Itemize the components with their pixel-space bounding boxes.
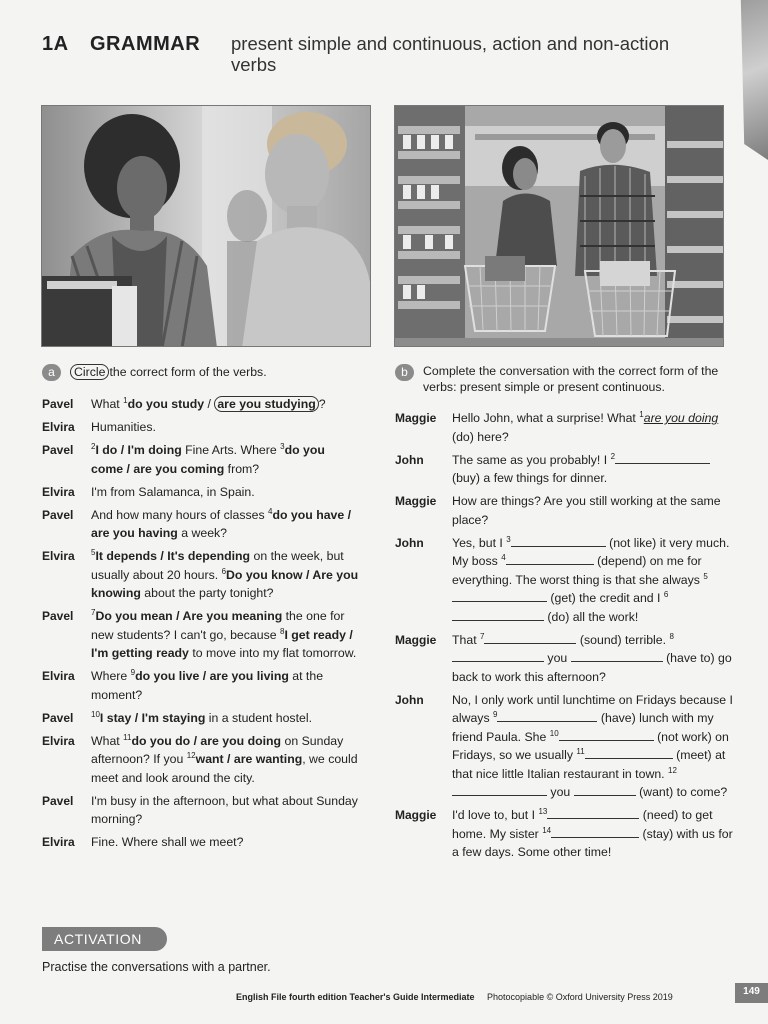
item-number: 8	[669, 631, 674, 641]
circled-answer: are you studying	[214, 396, 318, 412]
speaker-name: Pavel	[42, 793, 74, 808]
text-run: (have to) go back to work this afternoon?	[452, 651, 732, 684]
answer-blank	[615, 451, 710, 464]
speaker-name: Elvira	[42, 420, 75, 434]
exercise-a-heading	[42, 364, 360, 384]
answer-blank	[452, 589, 547, 602]
page-corner-tab	[734, 0, 768, 160]
speaker-name: Maggie	[395, 411, 437, 425]
instruction-text: Complete the conversation with the correct form of the verbs: present simple or present continuous.	[423, 364, 719, 394]
dialogue-line	[42, 792, 360, 829]
photo-supermarket	[394, 105, 724, 347]
dialogue-line	[395, 451, 735, 488]
text-run: on Sunday afternoon? If you	[91, 733, 344, 766]
text-run: (do) all the work!	[544, 609, 639, 624]
verb-choice: Do you mean / Are you meaning	[95, 609, 283, 623]
dialogue-line	[395, 492, 735, 529]
speech-text	[91, 418, 360, 437]
text-run: on the week, but usually about 20 hours.	[91, 549, 344, 582]
dialogue-line	[42, 607, 360, 663]
dialogue-line	[42, 441, 360, 478]
page-number: 149	[735, 983, 768, 1003]
answer-blank	[497, 709, 597, 722]
speech-text	[452, 492, 735, 529]
text-run: Fine. Where shall we meet?	[91, 835, 244, 849]
text-run: the one for new students? I can't go, because	[91, 609, 345, 642]
speaker-name: Maggie	[395, 494, 437, 508]
text-run: How are things? Are you still working at the same place?	[452, 494, 721, 527]
footer	[236, 992, 673, 1002]
speaker-name: Elvira	[42, 733, 75, 748]
speaker-name: John	[395, 692, 424, 707]
dialogue-b	[395, 409, 735, 862]
text-run: (stay) with us for a few days. Some other time!	[452, 826, 733, 859]
text-run: (buy) a few things for dinner.	[452, 471, 608, 485]
item-number: 2	[610, 451, 616, 461]
item-number: 1	[639, 410, 644, 419]
speaker-name: Maggie	[395, 632, 437, 647]
speech-text	[91, 395, 360, 414]
footer-copyright: Photocopiable © Oxford University Press 2019	[487, 992, 673, 1002]
text-run: (meet) at that nice little Italian restaurant in town.	[452, 748, 726, 781]
verb-choice: do you study	[127, 397, 205, 411]
item-number: 3	[280, 442, 285, 451]
unit-subtitle: present simple and continuous, action and non-action verbs	[231, 33, 670, 75]
verb-choice: I stay / I'm staying	[99, 710, 206, 725]
speaker-name: Pavel	[42, 609, 74, 623]
exercise-b-heading	[395, 364, 735, 395]
dialogue-line	[395, 409, 735, 446]
text-run: And how many hours of classes	[91, 507, 269, 522]
text-run: The same as you probably! I	[452, 452, 611, 467]
speech-text	[452, 534, 735, 627]
speaker-name: Pavel	[42, 397, 74, 411]
speech-text	[91, 506, 360, 543]
text-run: at the moment?	[91, 669, 324, 702]
text-run: in a student hostel.	[205, 710, 312, 725]
item-number: 8	[279, 626, 285, 636]
speech-text	[91, 483, 360, 502]
answer-blank	[452, 649, 544, 662]
item-number: 6	[221, 566, 227, 576]
dialogue-line	[395, 631, 735, 687]
speech-text	[91, 607, 360, 663]
text-run: No, I only work until lunchtime on Fridays because I always	[452, 692, 733, 725]
text-run: /	[204, 397, 215, 411]
dialogue-line	[42, 547, 360, 603]
item-number: 9	[493, 710, 498, 719]
text-run: you	[544, 651, 571, 665]
dialogue-a	[42, 395, 360, 852]
answer-blank	[484, 631, 576, 644]
dialogue-line	[42, 506, 360, 543]
answer-blank	[571, 649, 663, 662]
speech-text	[91, 792, 360, 829]
text-run: That	[452, 632, 481, 647]
item-number: 10	[91, 709, 100, 719]
item-number: 13	[538, 807, 548, 816]
answer-blank	[551, 825, 639, 838]
text-run: (want) to come?	[635, 785, 728, 799]
answer-blank	[452, 608, 544, 621]
verb-choice: do you live / are you living	[135, 669, 289, 683]
speaker-name: Elvira	[42, 549, 75, 563]
item-number: 7	[480, 631, 485, 641]
speech-text	[452, 691, 735, 802]
answer-blank	[574, 783, 636, 796]
speech-text	[452, 451, 735, 488]
text-run: Humanities.	[91, 420, 156, 434]
text-run: (need) to get home. My sister	[452, 808, 713, 841]
speaker-name: Elvira	[42, 484, 75, 499]
activation-label: ACTIVATION	[42, 927, 167, 951]
text-run: (have) lunch with my friend Paula. She	[452, 711, 714, 744]
dialogue-line	[42, 667, 360, 704]
example-answer: are you doing	[643, 411, 719, 425]
instruction-text: the correct form of the verbs.	[109, 365, 267, 379]
item-number: 6	[663, 590, 669, 599]
verb-choice: want / are wanting	[195, 752, 303, 766]
activation-text: Practise the conversations with a partner.	[42, 960, 271, 974]
exercise-letter-b: b	[395, 364, 414, 381]
answer-blank	[559, 728, 654, 741]
verb-choice: I get ready / I'm getting ready	[91, 627, 353, 660]
text-run: a week?	[177, 526, 228, 540]
exercise-letter-a: a	[42, 364, 61, 381]
dialogue-line	[42, 483, 360, 502]
dialogue-line	[395, 691, 735, 802]
dialogue-line	[42, 418, 360, 437]
dialogue-line	[395, 806, 735, 862]
speech-text	[91, 709, 360, 728]
speech-text	[91, 667, 360, 704]
answer-blank	[452, 783, 547, 796]
text-run: Where	[91, 669, 131, 683]
item-number: 5	[91, 548, 96, 557]
footer-book-title: English File fourth edition Teacher's Guide Intermediate	[236, 992, 475, 1002]
text-run: What	[91, 397, 124, 411]
speaker-name: Pavel	[42, 710, 74, 725]
exercise-b	[395, 364, 735, 866]
text-run: (do) here?	[452, 429, 509, 444]
speaker-name: John	[395, 452, 424, 467]
text-run: (not like) it very much. My boss	[452, 535, 730, 568]
text-run: (get) the credit and I	[547, 591, 664, 605]
item-number: 4	[268, 506, 273, 516]
speech-text	[91, 441, 360, 478]
speaker-name: Elvira	[42, 669, 75, 683]
speaker-name: Elvira	[42, 835, 75, 849]
item-number: 12	[186, 751, 196, 760]
verb-choice: It depends / It's depending	[95, 549, 251, 563]
text-run: Fine Arts. Where	[181, 443, 281, 457]
speaker-name: Pavel	[42, 507, 74, 522]
text-run: I'm busy in the afternoon, but what about Sunday morning?	[91, 793, 358, 826]
speaker-name: Maggie	[395, 808, 437, 822]
item-number: 12	[668, 765, 677, 775]
text-run: I'm from Salamanca, in Spain.	[91, 484, 255, 499]
unit-title: GRAMMAR	[90, 33, 201, 55]
dialogue-line	[42, 709, 360, 728]
text-run: What	[91, 733, 124, 748]
unit-code: 1A	[42, 33, 69, 55]
speaker-name: Pavel	[42, 443, 74, 457]
item-number: 4	[501, 553, 506, 562]
verb-choice: I do / I'm doing	[95, 443, 182, 457]
item-number: 5	[703, 571, 708, 581]
speech-text	[91, 833, 360, 852]
text-run: Hello John, what a surprise! What	[452, 411, 640, 425]
verb-choice: Do you know / Are you knowing	[91, 567, 359, 600]
text-run: (depend) on me for everything. The worst thing is that she always	[452, 554, 704, 587]
speech-text	[452, 631, 735, 687]
item-number: 3	[506, 534, 511, 544]
dialogue-line	[42, 395, 360, 414]
verb-choice: do you have / are you having	[91, 507, 352, 540]
text-run: , we could meet and look around the city.	[91, 752, 358, 785]
text-run: from?	[224, 461, 260, 476]
instruction-circle-word: Circle	[70, 364, 109, 380]
item-number: 14	[542, 825, 552, 835]
dialogue-line	[42, 833, 360, 852]
speech-text	[452, 806, 735, 862]
answer-blank	[547, 806, 639, 819]
item-number: 7	[91, 608, 96, 617]
verb-choice: do you do / are you doing	[131, 733, 282, 748]
text-run: (sound) terrible.	[576, 632, 670, 647]
text-run: to move into my flat tomorrow.	[188, 646, 357, 660]
speech-text	[91, 547, 360, 603]
answer-blank	[511, 534, 606, 547]
speech-text	[452, 409, 735, 446]
dialogue-line	[395, 534, 735, 627]
answer-blank	[585, 746, 673, 759]
exercise-a	[42, 364, 360, 856]
item-number: 11	[576, 747, 585, 756]
item-number: 2	[91, 442, 96, 451]
item-number: 11	[123, 732, 132, 742]
speaker-name: John	[395, 535, 424, 550]
verb-choice: do you come / are you coming	[91, 443, 325, 476]
text-run: about the party tonight?	[140, 586, 274, 600]
dialogue-line	[42, 732, 360, 788]
item-number: 9	[130, 668, 136, 677]
text-run: Yes, but I	[452, 535, 507, 550]
text-run: (not work) on Fridays, so we usually	[452, 729, 729, 762]
photo-students	[41, 105, 371, 347]
speech-text	[91, 732, 360, 788]
text-run: you	[547, 785, 574, 799]
answer-blank	[506, 552, 594, 565]
item-number: 10	[549, 728, 559, 738]
text-run: ?	[318, 397, 326, 411]
text-run: I'd love to, but I	[452, 808, 539, 822]
item-number: 1	[123, 396, 128, 405]
